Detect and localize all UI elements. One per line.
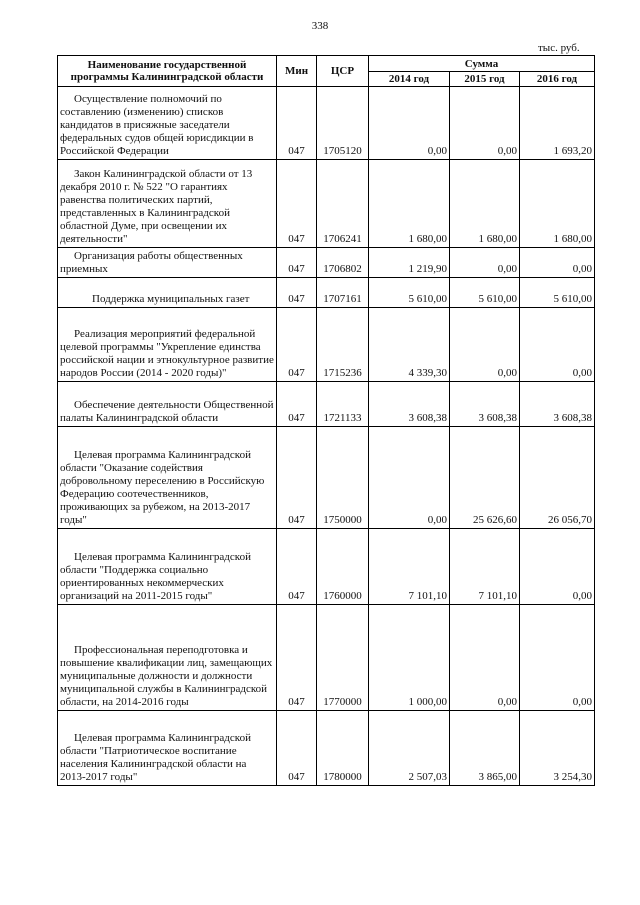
row-value-2015: 0,00 — [450, 248, 520, 278]
row-name-text: Целевая программа Калининградской области "Поддержка социально ориентированных некоммерческих организаций на 2011-2015 годы" — [60, 551, 251, 602]
row-name-text: Организация работы общественных приемных — [60, 250, 243, 275]
row-value-2014: 0,00 — [369, 427, 450, 529]
row-value-2016: 3 254,30 — [520, 711, 595, 786]
row-name-text: Реализация мероприятий федеральной целевой программы "Укрепление единства российской нации и этнокультурное развитие народов России (2014 - 2020 годы)" — [60, 328, 274, 379]
row-csr: 1706802 — [317, 248, 369, 278]
row-value-2014: 3 608,38 — [369, 382, 450, 427]
header-year-2014: 2014 год — [369, 72, 450, 87]
row-name — [58, 711, 277, 786]
row-name-text: Обеспечение деятельности Общественной палаты Калининградской области — [60, 399, 274, 424]
table-row — [58, 278, 595, 308]
row-csr: 1715236 — [317, 308, 369, 382]
table-row — [58, 248, 595, 278]
row-min: 047 — [277, 427, 317, 529]
row-min: 047 — [277, 248, 317, 278]
units-label: тыс. руб. — [538, 42, 580, 54]
row-name — [58, 87, 277, 160]
table-row — [58, 308, 595, 382]
row-csr: 1770000 — [317, 605, 369, 711]
row-value-2014: 2 507,03 — [369, 711, 450, 786]
row-name-text: Осуществление полномочий по составлению (изменению) списков кандидатов в присяжные заседатели федеральных судов общей юрисдикции в Российской Федерации — [60, 93, 254, 157]
row-value-2016: 0,00 — [520, 308, 595, 382]
row-name-text: Целевая программа Калининградской области "Оказание содействия добровольному переселению в Российскую Федерацию соотечественников, проживающих за рубежом, на 2013-2017 годы" — [60, 449, 265, 526]
row-value-2016: 26 056,70 — [520, 427, 595, 529]
row-value-2014: 4 339,30 — [369, 308, 450, 382]
row-csr: 1760000 — [317, 529, 369, 605]
row-value-2014: 1 000,00 — [369, 605, 450, 711]
row-value-2016: 3 608,38 — [520, 382, 595, 427]
row-name-text: Поддержка муниципальных газет — [92, 293, 250, 305]
table-row — [58, 711, 595, 786]
table-body — [58, 87, 595, 786]
row-value-2015: 3 865,00 — [450, 711, 520, 786]
row-value-2015: 1 680,00 — [450, 160, 520, 248]
row-csr: 1721133 — [317, 382, 369, 427]
header-year-2015: 2015 год — [450, 72, 520, 87]
row-min: 047 — [277, 87, 317, 160]
header-name: Наименование государственной программы Калининградской области — [58, 56, 277, 87]
header-min: Мин — [277, 56, 317, 87]
row-min: 047 — [277, 278, 317, 308]
row-name — [58, 529, 277, 605]
row-value-2016: 0,00 — [520, 529, 595, 605]
header-csr: ЦСР — [317, 56, 369, 87]
table-row — [58, 605, 595, 711]
row-value-2015: 0,00 — [450, 87, 520, 160]
row-min: 047 — [277, 605, 317, 711]
header-year-2016: 2016 год — [520, 72, 595, 87]
row-csr: 1706241 — [317, 160, 369, 248]
row-value-2014: 7 101,10 — [369, 529, 450, 605]
row-value-2015: 7 101,10 — [450, 529, 520, 605]
table-header — [58, 56, 595, 87]
row-min: 047 — [277, 382, 317, 427]
row-value-2016: 1 693,20 — [520, 87, 595, 160]
table-row — [58, 427, 595, 529]
row-value-2016: 0,00 — [520, 248, 595, 278]
row-value-2015: 0,00 — [450, 605, 520, 711]
row-name-text: Закон Калининградской области от 13 декабря 2010 г. № 522 "О гарантиях равенства политических партий, представленных в Калининградской областной Думе, при освещении их деятельности" — [60, 168, 253, 245]
row-csr: 1707161 — [317, 278, 369, 308]
row-value-2015: 5 610,00 — [450, 278, 520, 308]
row-csr: 1780000 — [317, 711, 369, 786]
row-value-2016: 0,00 — [520, 605, 595, 711]
row-min: 047 — [277, 711, 317, 786]
page-number: 338 — [311, 20, 329, 32]
row-name — [58, 160, 277, 248]
row-min: 047 — [277, 529, 317, 605]
row-value-2014: 0,00 — [369, 87, 450, 160]
row-value-2016: 1 680,00 — [520, 160, 595, 248]
row-value-2016: 5 610,00 — [520, 278, 595, 308]
row-csr: 1750000 — [317, 427, 369, 529]
row-name — [58, 248, 277, 278]
row-value-2014: 1 680,00 — [369, 160, 450, 248]
row-name — [58, 427, 277, 529]
row-value-2014: 5 610,00 — [369, 278, 450, 308]
row-name-text: Профессиональная переподготовка и повышение квалификации лиц, замещающих муниципальные должности и должности муниципальной службы в Калининградской области, на 2014-2016 годы — [60, 644, 273, 708]
row-csr: 1705120 — [317, 87, 369, 160]
row-min: 047 — [277, 160, 317, 248]
budget-table — [57, 55, 595, 786]
table-row — [58, 87, 595, 160]
row-value-2014: 1 219,90 — [369, 248, 450, 278]
row-name-text: Целевая программа Калининградской области "Патриотическое воспитание населения Калининградской области на 2013-2017 годы" — [60, 732, 251, 783]
row-min: 047 — [277, 308, 317, 382]
table-row — [58, 529, 595, 605]
row-value-2015: 3 608,38 — [450, 382, 520, 427]
row-name — [58, 382, 277, 427]
header-sum: Сумма — [369, 56, 595, 72]
table-row — [58, 160, 595, 248]
row-name — [58, 308, 277, 382]
row-value-2015: 25 626,60 — [450, 427, 520, 529]
row-name — [58, 605, 277, 711]
row-name — [58, 278, 277, 308]
row-value-2015: 0,00 — [450, 308, 520, 382]
table-row — [58, 382, 595, 427]
